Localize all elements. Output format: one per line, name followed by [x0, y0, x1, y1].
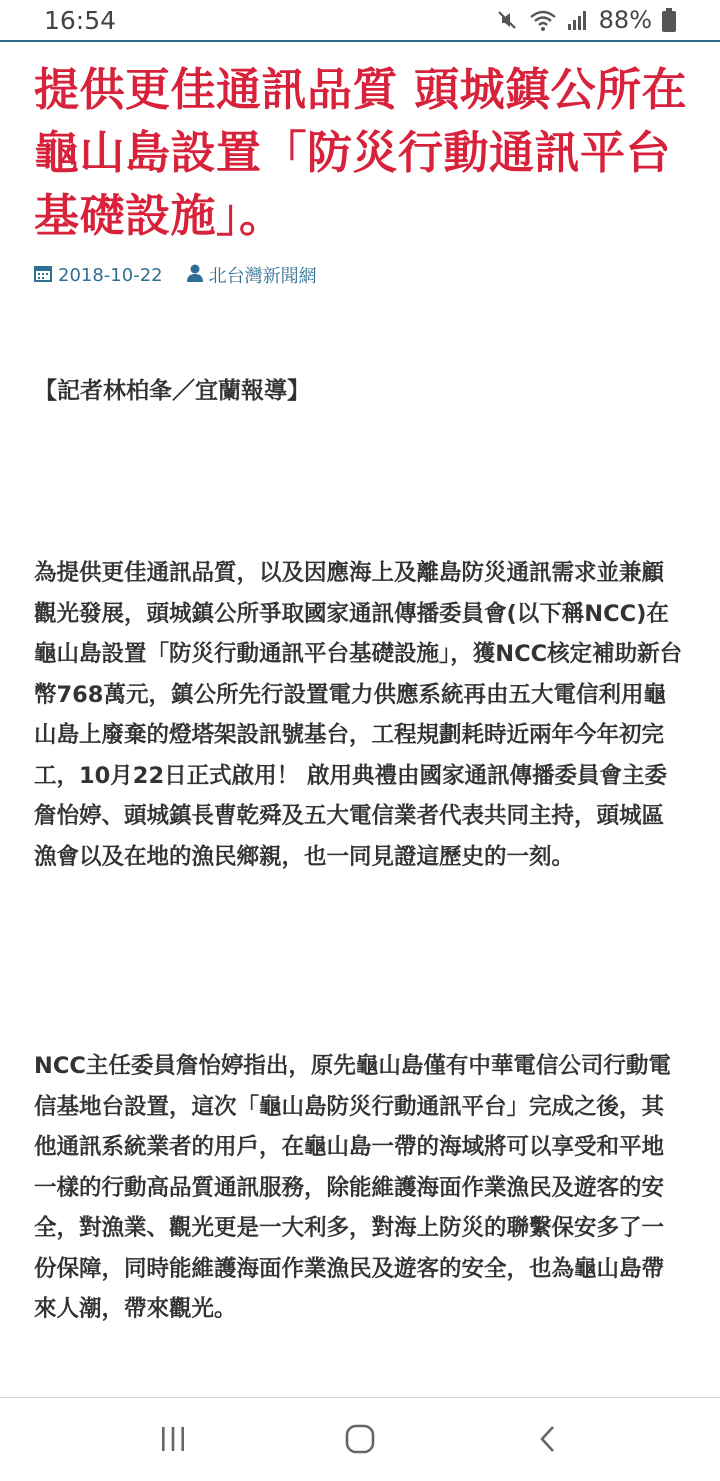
wifi-icon [529, 8, 557, 32]
article-title: 提供更佳通訊品質 頭城鎮公所在龜山島設置「防災行動通訊平台基礎設施」。 [34, 63, 688, 242]
article-header [34, 58, 694, 288]
signal-icon [567, 9, 589, 31]
article-meta [34, 262, 694, 288]
battery-percentage: 88% [598, 6, 652, 34]
reporter-byline: 【記者林柏夆／宜蘭報導】 [34, 378, 310, 404]
recent-apps-icon[interactable] [158, 1424, 188, 1458]
navigation-bar [0, 1397, 720, 1481]
article-paragraph-1: 為提供更佳通訊品質，以及因應海上及離島防災通訊需求並兼顧觀光發展，頭城鎮公所爭取國家通訊傳播委員會(以下稱NCC)在龜山島設置「防災行動通訊平台基礎設施」，獲NCC核定補助新台幣768萬元，鎮公所先行設置電力供應系統再由五大電信利用龜山島上廢棄的燈塔架設訊號基台，工程規劃耗時近兩年今年初完工，10月22日正式啟用！ 啟用典禮由國家通訊傳播委員會主委詹怡婷、頭城鎮長曹乾舜及五大電信業者代表共同主持，頭城區漁會以及在地的漁民鄉親，也一同見證這歷史的一刻。 [34, 560, 683, 870]
mute-icon [495, 8, 519, 32]
article-paragraph-2: NCC主任委員詹怡婷指出，原先龜山島僅有中華電信公司行動電信基地台設置，這次「龜山島防災行動通訊平台」完成之後，其他通訊系統業者的用戶，在龜山島一帶的海域將可以享受和平地一樣的行動高品質通訊服務，除能維護海面作業漁民及遊客的安全，對漁業、觀光更是一大利多，對海上防災的聯繫保安多了一份保障，同時能維護海面作業漁民及遊客的安全，也為龜山島帶來人潮，帶來觀光。 [34, 1053, 671, 1322]
status-icons [495, 6, 676, 34]
article-author[interactable] [187, 262, 317, 288]
article-date-text: 2018-10-22 [58, 264, 163, 286]
home-icon[interactable] [344, 1424, 376, 1458]
status-bar [0, 0, 720, 42]
battery-icon [662, 8, 676, 32]
status-time: 16:54 [44, 6, 117, 35]
calendar-icon [34, 264, 52, 287]
article-date [34, 264, 163, 287]
back-icon[interactable] [536, 1424, 560, 1458]
article-author-text[interactable]: 北台灣新聞網 [208, 266, 317, 287]
user-icon [187, 264, 203, 287]
